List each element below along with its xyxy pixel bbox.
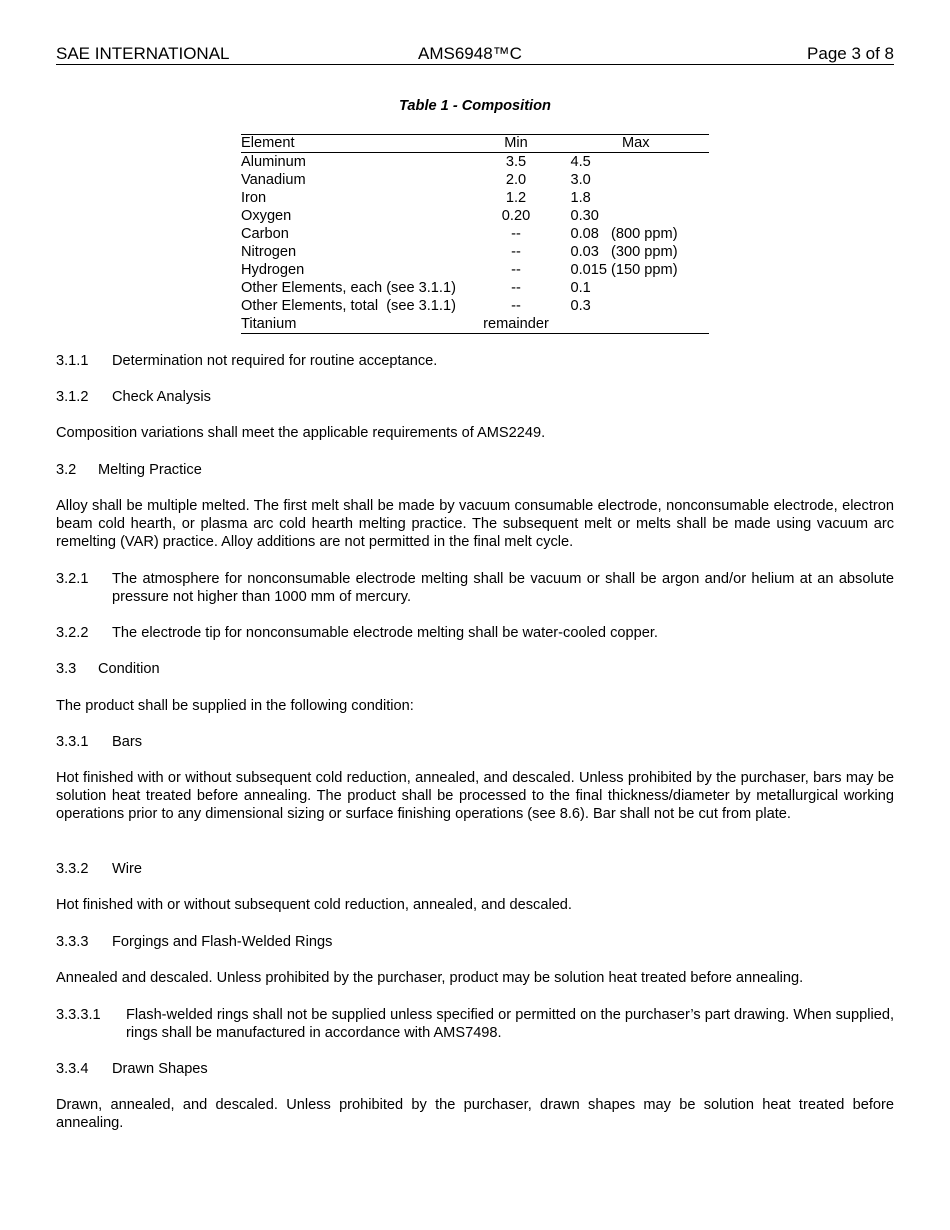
header-page-number: Page 3 of 8 — [807, 44, 894, 63]
section-text: The atmosphere for nonconsumable electrode melting shall be vacuum or shall be argon and/or helium at an absolute pressure not higher than 1000 mm of mercury. — [112, 571, 894, 605]
section-title: Bars — [112, 734, 143, 750]
cell-min: remainder — [470, 315, 563, 334]
section-number: 3.3.1 — [56, 734, 89, 750]
cell-element: Aluminum — [241, 154, 306, 170]
section-title: Drawn Shapes — [112, 1061, 208, 1077]
section-text: The electrode tip for nonconsumable electrode melting shall be water-cooled copper. — [112, 625, 658, 641]
cell-max: 0.1 — [570, 280, 591, 296]
page-header — [56, 44, 894, 65]
cell-max: 4.5 — [570, 154, 591, 170]
cell-element: Other Elements, total (see 3.1.1) — [241, 298, 456, 314]
section-title: Wire — [112, 861, 142, 877]
column-header-max: Max — [562, 135, 709, 153]
table-row — [241, 207, 709, 225]
cell-element: Vanadium — [241, 172, 306, 188]
table-row — [241, 297, 709, 315]
cell-max: 1.8 — [570, 190, 591, 206]
cell-max: 0.30 — [570, 208, 599, 224]
cell-min: -- — [511, 244, 521, 260]
cell-element: Titanium — [241, 315, 470, 334]
cell-max: 0.08 (800 ppm) — [570, 226, 678, 242]
section-number: 3.2 — [56, 462, 77, 478]
cell-element: Carbon — [241, 226, 289, 242]
table-row — [241, 315, 709, 334]
section-3-2-1 — [56, 570, 894, 606]
cell-element: Iron — [241, 190, 267, 206]
column-header-element: Element — [241, 135, 470, 153]
cell-max: 3.0 — [570, 172, 591, 188]
header-org: SAE INTERNATIONAL — [56, 44, 230, 63]
header-doc-number: AMS6948™C — [418, 44, 522, 63]
section-title: Check Analysis — [112, 389, 211, 405]
section-3-3-1-heading — [56, 733, 894, 751]
column-header-min: Min — [470, 135, 563, 153]
section-3-1-1 — [56, 352, 894, 370]
section-3-1-2-heading — [56, 388, 894, 406]
section-3-3-2-heading — [56, 860, 894, 878]
cell-element: Nitrogen — [241, 244, 297, 260]
table-row — [241, 261, 709, 279]
table-row — [241, 243, 709, 261]
table-row — [241, 171, 709, 189]
table-row — [241, 153, 709, 172]
table-header-row — [241, 135, 709, 153]
cell-max: 0.03 (300 ppm) — [570, 244, 678, 260]
section-text: Flash-welded rings shall not be supplied unless specified or permitted on the purchaser’s part drawing. When supplied, rings shall be manufactured in accordance with AMS7498. — [126, 1007, 894, 1041]
section-number: 3.1.1 — [56, 353, 89, 369]
section-3-3-3-text: Annealed and descaled. Unless prohibited by the purchaser, product may be solution heat treated before annealing. — [56, 970, 804, 986]
section-3-1-2-text: Composition variations shall meet the applicable requirements of AMS2249. — [56, 425, 546, 441]
section-number: 3.3.3 — [56, 934, 89, 950]
section-number: 3.3 — [56, 661, 77, 677]
section-3-3-1-text: Hot finished with or without subsequent cold reduction, annealed, and descaled. Unless prohibited by the purchaser, bars may be solution heat treated before annealing. The product shall be processed to the final thickness/diameter by metallurgical working operations prior to any dimensional sizing or surface finishing operations (see 8.6). Bar shall not be cut from plate. — [56, 770, 894, 822]
section-title: Melting Practice — [98, 462, 202, 478]
section-number: 3.2.1 — [56, 571, 89, 587]
section-number: 3.3.2 — [56, 861, 89, 877]
cell-min: -- — [511, 262, 521, 278]
cell-element: Hydrogen — [241, 262, 305, 278]
section-3-3-text: The product shall be supplied in the following condition: — [56, 698, 414, 714]
table-row — [241, 189, 709, 207]
cell-min: -- — [511, 298, 521, 314]
cell-max: 0.015 (150 ppm) — [570, 262, 678, 278]
section-3-3-4-heading — [56, 1060, 894, 1078]
cell-element: Oxygen — [241, 208, 292, 224]
section-3-3-3-heading — [56, 933, 894, 951]
cell-min: 3.5 — [505, 154, 527, 170]
section-3-2-2 — [56, 624, 894, 642]
table-row — [241, 279, 709, 297]
section-3-3-4-text: Drawn, annealed, and descaled. Unless prohibited by the purchaser, drawn shapes may be solution heat treated before annealing. — [56, 1097, 894, 1131]
cell-min: -- — [511, 226, 521, 242]
table-row — [241, 225, 709, 243]
cell-min: 1.2 — [505, 190, 527, 206]
section-number: 3.3.3.1 — [56, 1007, 101, 1023]
composition-table — [241, 134, 709, 334]
section-3-3-heading — [56, 660, 894, 678]
cell-max: 0.3 — [570, 298, 591, 314]
section-text: Determination not required for routine acceptance. — [112, 353, 438, 369]
cell-min: -- — [511, 280, 521, 296]
cell-max — [562, 315, 709, 334]
section-number: 3.1.2 — [56, 389, 89, 405]
cell-min: 2.0 — [505, 172, 527, 188]
section-number: 3.2.2 — [56, 625, 89, 641]
cell-min: 0.20 — [501, 208, 531, 224]
table-caption: Table 1 - Composition — [399, 98, 551, 114]
section-3-3-3-1 — [56, 1006, 894, 1042]
section-3-2-heading — [56, 461, 894, 479]
section-3-2-text: Alloy shall be multiple melted. The first melt shall be made by vacuum consumable electrode, nonconsumable electrode, electron beam cold hearth, or plasma arc cold hearth melting practice. The subsequent melt or melts shall be made using vacuum arc remelting (VAR) practice. Alloy additions are not permitted in the final melt cycle. — [56, 498, 894, 550]
section-title: Condition — [98, 661, 160, 677]
section-number: 3.3.4 — [56, 1061, 89, 1077]
section-title: Forgings and Flash-Welded Rings — [112, 934, 333, 950]
cell-element: Other Elements, each (see 3.1.1) — [241, 280, 456, 296]
section-3-3-2-text: Hot finished with or without subsequent cold reduction, annealed, and descaled. — [56, 897, 572, 913]
